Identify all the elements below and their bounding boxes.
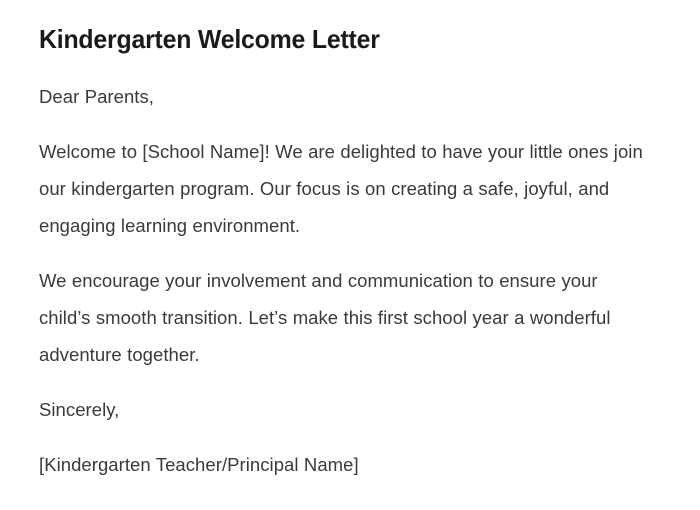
page-title: Kindergarten Welcome Letter — [39, 24, 380, 54]
letter-signoff: Sincerely, — [39, 399, 120, 420]
letter-paragraph-2: We encourage your involvement and communication to ensure your child’s smooth transition. Let’s make this first school year a wonderful adventure together. — [39, 270, 611, 365]
letter-paragraph-1: Welcome to [School Name]! We are delighted to have your little ones join our kindergarten program. Our focus is on creating a safe, joyful, and engaging learning environment. — [39, 141, 643, 236]
letter-signature-placeholder: [Kindergarten Teacher/Principal Name] — [39, 454, 359, 475]
letter-salutation: Dear Parents, — [39, 86, 154, 107]
